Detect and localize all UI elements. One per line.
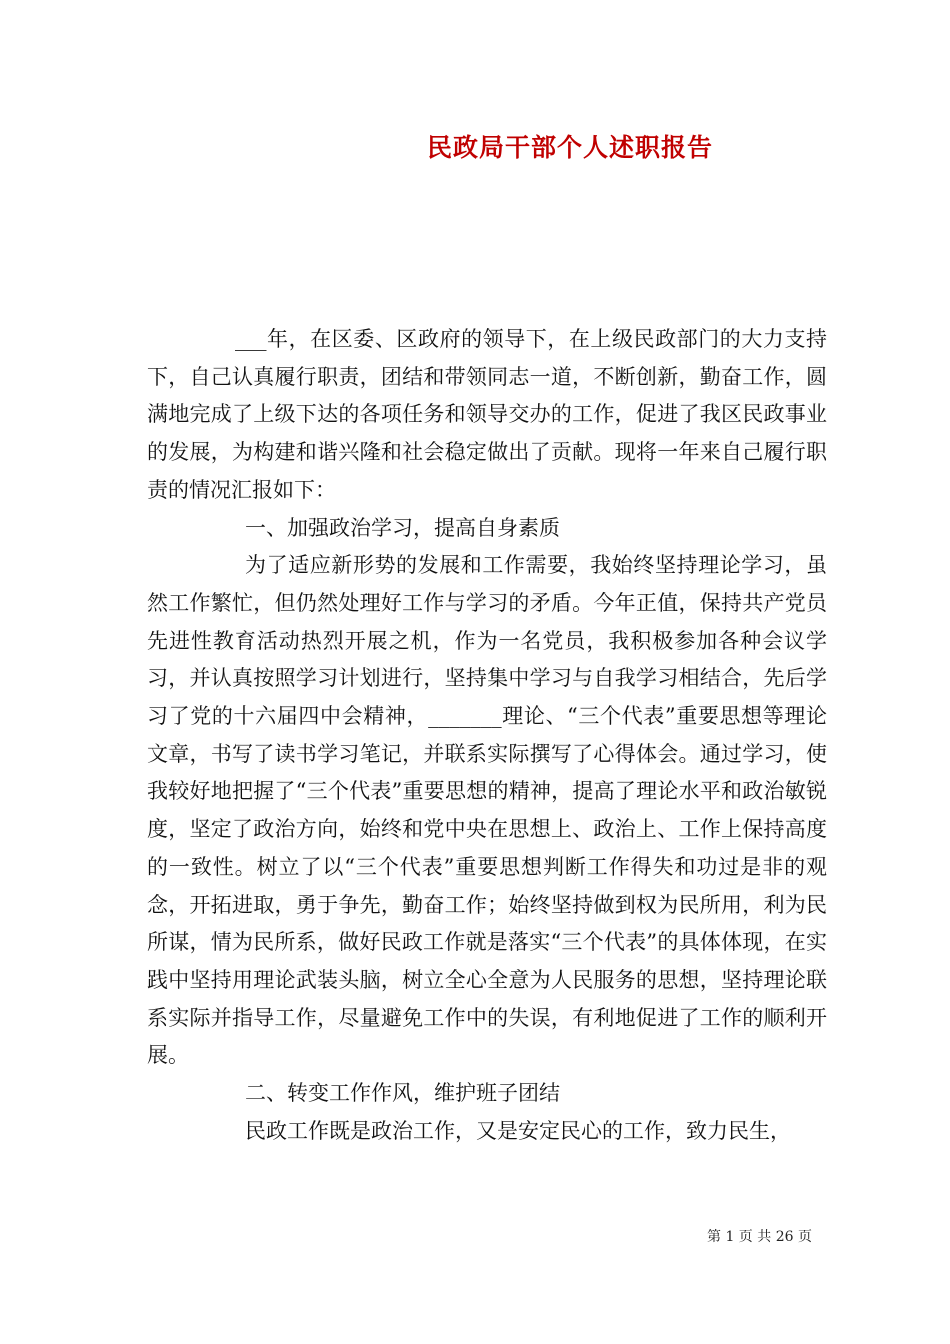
page-number: 第 1 页 共 26 页	[707, 1229, 812, 1245]
paragraph-section-2: 民政工作既是政治工作，又是安定民心的工作，致力民生，	[245, 1118, 791, 1143]
section-heading-1: 一、加强政治学习，提高自身素质	[245, 515, 560, 540]
paragraph-intro: ___年，在区委、区政府的领导下，在上级民政部门的大力支持下，自己认真履行职责，团结和带领同志一道，不断创新，勤奋工作，圆满地完成了上级下达的各项任务和领导交办的工作，促进了我区民政事业的发展，为构建和谐兴隆和社会稳定做出了贡献。现将一年来自己履行职责的情况汇报如下：	[147, 327, 827, 502]
document-body	[147, 321, 827, 1150]
paragraph-section-1: 为了适应新形势的发展和工作需要，我始终坚持理论学习，虽然工作繁忙，但仍然处理好工作与学习的矛盾。今年正值，保持共产党员先进性教育活动热烈开展之机，作为一名党员，我积极参加各种会议学习，并认真按照学习计划进行，坚持集中学习与自我学习相结合，先后学习了党的十六届四中会精神，_______理论、“三个代表”重要思想等理论文章，书写了读书学习笔记，并联系实际撰写了心得体会。通过学习，使我较好地把握了“三个代表”重要思想的精神，提高了理论水平和政治敏锐度，坚定了政治方向，始终和党中央在思想上、政治上、工作上保持高度的一致性。树立了以“三个代表”重要思想判断工作得失和功过是非的观念，开拓进取，勇于争先，勤奋工作；始终坚持做到权为民所用，利为民所谋，情为民所系，做好民政工作就是落实“三个代表”的具体体现，在实践中坚持用理论武装头脑，树立全心全意为人民服务的思想，坚持理论联系实际并指导工作，尽量避免工作中的失误，有利地促进了工作的顺利开展。	[147, 553, 827, 1068]
document-title: 民政局干部个人述职报告	[426, 133, 713, 162]
section-heading-2: 二、转变工作作风，维护班子团结	[245, 1081, 560, 1106]
